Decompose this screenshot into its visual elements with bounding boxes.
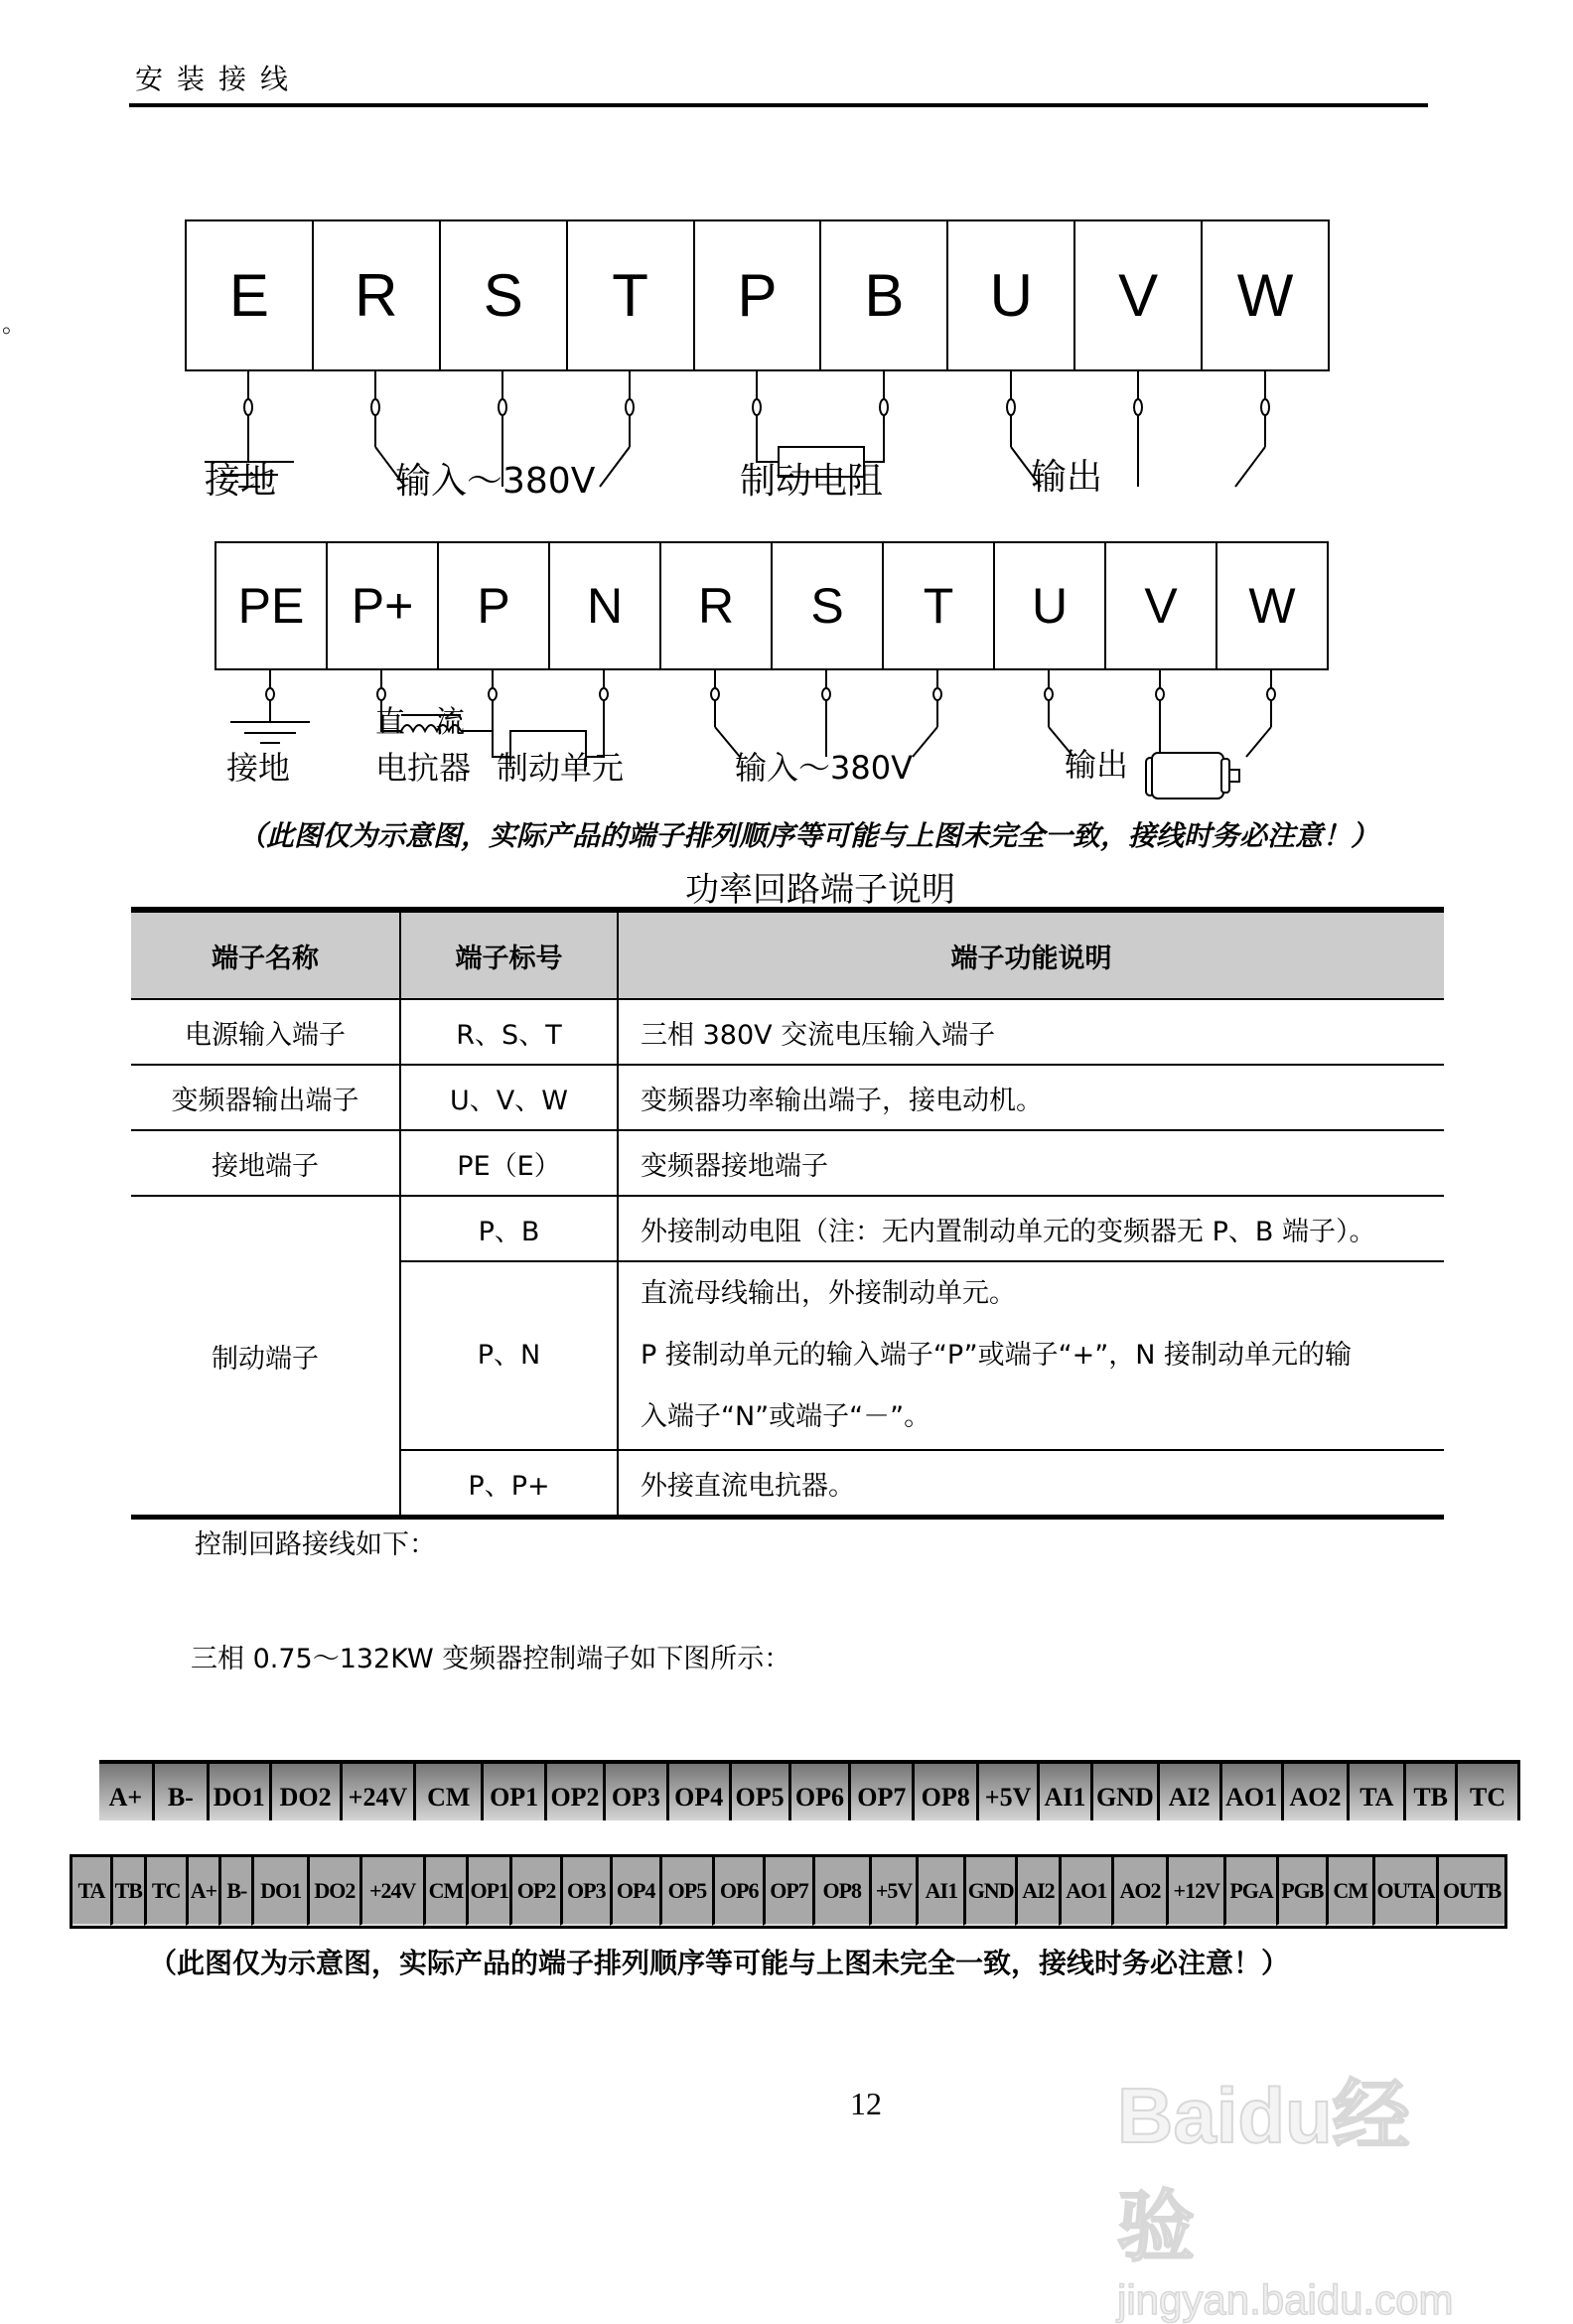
cell-name: 接地端子	[131, 1130, 400, 1196]
terminal-cell: AO2	[1281, 1764, 1348, 1820]
label-brake-resistor: 制动电阻	[740, 461, 884, 502]
control-caption: 三相 0.75～132KW 变频器控制端子如下图所示：	[191, 1644, 791, 1674]
diagram-disclaimer: （此图仅为示意图，实际产品的端子排列顺序等可能与上图未完全一致，接线时务必注意！）	[238, 819, 1379, 852]
terminal-cell: V	[1106, 543, 1217, 668]
terminal-cell: U	[995, 543, 1106, 668]
label-input-1: 输入～380V	[395, 461, 596, 502]
terminal-cell: DO1	[207, 1764, 269, 1820]
header-rule	[129, 103, 1428, 107]
header-terminal-code: 端子标号	[400, 910, 618, 999]
cell-desc: 三相 380V 交流电压输入端子	[618, 999, 1444, 1065]
terminal-cell: OP4	[610, 1857, 659, 1926]
label-dc-reactor-top: 直 流	[375, 705, 465, 740]
terminal-cell: TB	[1403, 1764, 1455, 1820]
cell-name: 变频器输出端子	[131, 1065, 400, 1130]
terminal-cell: OP5	[659, 1857, 713, 1926]
terminal-cell: P	[695, 221, 822, 369]
watermark-brand: Baidu经验	[1117, 2072, 1410, 2270]
control-disclaimer: （此图仅为示意图，实际产品的端子排列顺序等可能与上图未完全一致，接线时务必注意！）	[149, 1947, 1290, 1979]
table-header-row	[131, 910, 1444, 999]
terminal-cell: TA	[1347, 1764, 1403, 1820]
terminal-cell: OP2	[544, 1764, 603, 1820]
terminal-cell: TC	[144, 1857, 186, 1926]
cell-code: R、S、T	[400, 999, 618, 1065]
terminal-cell: +24V	[340, 1764, 414, 1820]
terminal-cell: AI1	[1037, 1764, 1090, 1820]
table-row	[131, 1130, 1444, 1196]
terminal-cell: S	[773, 543, 884, 668]
terminal-cell: S	[441, 221, 568, 369]
control-terminal-strip-2	[70, 1854, 1507, 1929]
terminal-cell: OP3	[603, 1764, 666, 1820]
desc-line: P 接制动单元的输入端子“P”或端子“+”，N 接制动单元的输	[641, 1340, 1352, 1371]
cell-code: P、P+	[400, 1450, 618, 1518]
terminal-cell: DO2	[307, 1857, 359, 1926]
terminal-cell: CM	[413, 1764, 481, 1820]
terminal-cell: A+	[186, 1857, 219, 1926]
control-terminal-strip-1	[99, 1760, 1520, 1820]
cell-code: U、V、W	[400, 1065, 618, 1130]
terminal-cell: AO2	[1111, 1857, 1167, 1926]
terminal-cell: P	[439, 543, 550, 668]
label-ground-1: 接地	[205, 461, 277, 502]
terminal-cell: OP1	[481, 1764, 544, 1820]
terminal-cell: E	[187, 221, 314, 369]
terminal-cell: U	[948, 221, 1075, 369]
cell-code: P、B	[400, 1196, 618, 1261]
terminal-cell: R	[661, 543, 773, 668]
cell-code: PE（E）	[400, 1130, 618, 1196]
watermark	[1117, 2054, 1485, 2323]
terminal-cell: B	[821, 221, 948, 369]
terminal-cell: AO1	[1059, 1857, 1111, 1926]
terminal-cell: OP6	[712, 1857, 763, 1926]
terminal-cell: W	[1248, 578, 1296, 634]
cell-desc: 变频器功率输出端子，接电动机。	[618, 1065, 1444, 1130]
terminal-cell: T	[568, 221, 695, 369]
terminal-cell: AI2	[1157, 1764, 1219, 1820]
terminal-cell: P+	[328, 543, 439, 668]
terminal-cell: TA	[72, 1857, 110, 1926]
label-ground-2: 接地	[226, 749, 291, 787]
cell-name: 电源输入端子	[131, 999, 400, 1065]
terminal-cell: AI1	[916, 1857, 963, 1926]
cell-desc-multiline	[618, 1261, 1444, 1450]
motor-icon-2	[1142, 750, 1251, 804]
terminal-cell: OP8	[812, 1857, 869, 1926]
terminal-cell: OP8	[912, 1764, 976, 1820]
terminal-cell: OP1	[466, 1857, 509, 1926]
table-row	[131, 1065, 1444, 1130]
cell-name-merged: 制动端子	[131, 1196, 400, 1518]
page-number: 12	[850, 2086, 882, 2121]
table-row	[131, 999, 1444, 1065]
terminal-cell: B-	[152, 1764, 207, 1820]
terminal-cell: OP2	[509, 1857, 560, 1926]
header-terminal-name: 端子名称	[131, 910, 400, 999]
terminal-cell: AI2	[1015, 1857, 1059, 1926]
stray-mark: 。	[2, 310, 26, 338]
cell-desc: 外接直流电抗器。	[618, 1450, 1444, 1518]
terminal-cell: A+	[99, 1764, 152, 1820]
watermark-url: jingyan.baidu.com	[1117, 2276, 1454, 2323]
control-intro: 控制回路接线如下：	[195, 1529, 436, 1560]
terminal-cell: CM	[423, 1857, 467, 1926]
cell-desc: 外接制动电阻（注：无内置制动单元的变频器无 P、B 端子）。	[618, 1196, 1444, 1261]
desc-line: 直流母线输出，外接制动单元。	[641, 1278, 1016, 1309]
terminal-cell: OUTA	[1372, 1857, 1437, 1926]
terminal-cell: GND	[963, 1857, 1015, 1926]
terminal-cell: DO1	[251, 1857, 307, 1926]
terminal-cell: T	[884, 543, 995, 668]
terminal-cell: +12V	[1166, 1857, 1223, 1926]
terminal-block-1	[185, 219, 1330, 371]
terminal-cell: R	[314, 221, 441, 369]
terminal-cell: W	[1236, 262, 1294, 329]
terminal-cell: OP3	[560, 1857, 610, 1926]
header-terminal-function: 端子功能说明	[618, 910, 1444, 999]
power-terminal-table	[131, 907, 1444, 1520]
terminal-cell: AO1	[1219, 1764, 1281, 1820]
label-input-2: 输入～380V	[735, 749, 913, 787]
terminal-cell: GND	[1090, 1764, 1157, 1820]
terminal-cell: +5V	[976, 1764, 1037, 1820]
terminal-cell: +5V	[869, 1857, 917, 1926]
terminal-cell: V	[1075, 221, 1203, 369]
table-title: 功率回路端子说明	[685, 870, 955, 910]
terminal-cell: OP6	[788, 1764, 849, 1820]
terminal-cell: B-	[218, 1857, 251, 1926]
label-dc-reactor: 电抗器	[375, 749, 472, 787]
label-output-2: 输出	[1065, 746, 1129, 784]
terminal-cell: OUTB	[1436, 1857, 1504, 1926]
terminal-block-2	[214, 541, 1329, 670]
section-title: 安装接线	[135, 63, 303, 95]
terminal-cell: OP4	[666, 1764, 729, 1820]
terminal-cell: DO2	[269, 1764, 340, 1820]
terminal-cell: OP5	[729, 1764, 788, 1820]
terminal-cell: +24V	[359, 1857, 423, 1926]
cell-desc: 变频器接地端子	[618, 1130, 1444, 1196]
terminal-cell: PE	[216, 543, 328, 668]
terminal-cell: N	[550, 543, 661, 668]
terminal-cell: OP7	[763, 1857, 812, 1926]
label-brake-unit: 制动单元	[497, 749, 625, 787]
cell-code: P、N	[400, 1261, 618, 1450]
terminal-cell: TC	[1455, 1764, 1517, 1820]
terminal-cell: CM	[1326, 1857, 1372, 1926]
terminal-cell: PGA	[1223, 1857, 1276, 1926]
desc-line: 入端子“N”或端子“－”。	[641, 1401, 931, 1432]
terminal-cell: OP7	[848, 1764, 912, 1820]
table-row	[131, 1196, 1444, 1261]
terminal-cell: TB	[110, 1857, 144, 1926]
label-output-1: 输出	[1031, 457, 1103, 498]
terminal-cell: PGB	[1276, 1857, 1326, 1926]
